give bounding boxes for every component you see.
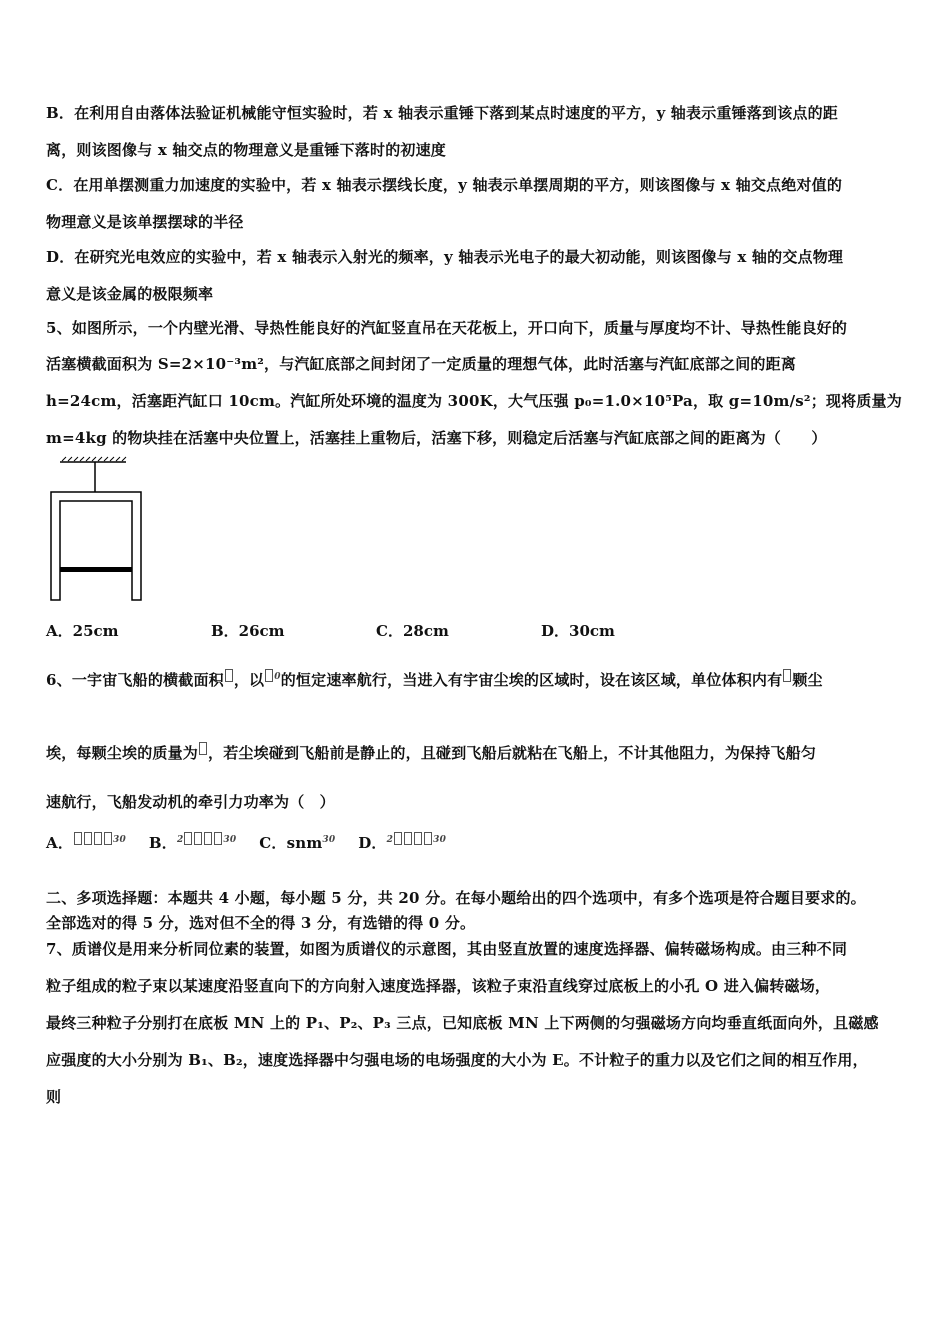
formula-placeholder-icon — [84, 832, 92, 845]
option-a-25cm[interactable]: A．25cm — [46, 622, 119, 640]
formula-placeholder-icon — [94, 832, 102, 845]
formula-placeholder-icon — [199, 742, 207, 755]
formula-placeholder-icon — [265, 669, 273, 682]
formula-placeholder-icon — [225, 669, 233, 682]
option-c-28cm[interactable]: C．28cm — [376, 622, 449, 640]
option-b-26cm[interactable]: B．26cm — [211, 622, 285, 640]
section-2-scoring: 全部选对的得 5 分，选对但不全的得 3 分，有选错的得 0 分。 — [46, 914, 476, 932]
option-d-line-2: 意义是该金属的极限频率 — [46, 285, 214, 303]
question-6-line-1 — [46, 669, 823, 690]
superscript-3: 3 — [433, 835, 440, 845]
formula-placeholder-icon — [204, 832, 212, 845]
subscript-zero: 0 — [229, 835, 237, 845]
coefficient-two: 2 — [176, 835, 184, 845]
coefficient-two: 2 — [386, 835, 394, 845]
question-5-line-1: 5、如图所示，一个内壁光滑、导热性能良好的汽缸竖直吊在天花板上，开口向下，质量与厚度均不计、导热性能良好的 — [46, 319, 848, 337]
superscript-3: 3 — [223, 835, 230, 845]
option-b-label[interactable]: B． — [148, 834, 177, 852]
option-d-line-1: D．在研究光电效应的实验中，若 x 轴表示入射光的频率，y 轴表示光电子的最大初动能，则该图像与 x 轴的交点物理 — [46, 248, 844, 266]
formula-placeholder-icon — [184, 832, 192, 845]
q6-text-d: 颗尘 — [792, 671, 823, 689]
q6-text-e: 埃，每颗尘埃的质量为 — [46, 744, 199, 762]
option-d-30cm[interactable]: D．30cm — [541, 622, 615, 640]
option-b-line-1: B．在利用自由落体法验证机械能守恒实验时，若 x 轴表示重锤下落到某点时速度的平方，y 轴表示重锤落到该点的距 — [46, 104, 839, 122]
formula-placeholder-icon — [214, 832, 222, 845]
q6-text-c: 的恒定速率航行，当进入有宇宙尘埃的区域时，设在该区域，单位体积内有 — [280, 671, 783, 689]
option-b-line-2: 离，则该图像与 x 轴交点的物理意义是重锤下落时的初速度 — [46, 141, 446, 159]
question-6-line-3: 速航行，飞船发动机的牵引力功率为（ ） — [46, 793, 335, 811]
q6-text-b: ，以 — [233, 671, 265, 689]
option-c-line-2: 物理意义是该单摆摆球的半径 — [46, 213, 244, 231]
formula-placeholder-icon — [74, 832, 82, 845]
question-7-line-2: 粒子组成的粒子束以某速度沿竖直向下的方向射入速度选择器，该粒子束沿直线穿过底板上的小孔 O 进入偏转磁场， — [46, 977, 831, 995]
question-6-line-2 — [46, 742, 816, 763]
question-7-line-1: 7、质谱仪是用来分析同位素的装置，如图为质谱仪的示意图，其由竖直放置的速度选择器、偏转磁场构成。由三种不同 — [46, 940, 848, 958]
formula-placeholder-icon — [394, 832, 402, 845]
subscript-zero: 0 — [274, 672, 281, 682]
option-d-label[interactable]: D． — [358, 834, 387, 852]
formula-placeholder-icon — [194, 832, 202, 845]
subscript-zero: 0 — [439, 835, 447, 845]
formula-placeholder-icon — [104, 832, 112, 845]
question-7-line-3: 最终三种粒子分别打在底板 MN 上的 P₁、P₂、P₃ 三点，已知底板 MN 上下两侧的匀强磁场方向均垂直纸面向外，且磁感 — [46, 1014, 879, 1032]
section-2-heading: 二、多项选择题：本题共 4 小题，每小题 5 分，共 20 分。在每小题给出的四个选项中，有多个选项是符合题目要求的。 — [46, 889, 866, 907]
formula-placeholder-icon — [783, 669, 791, 682]
question-5-line-2: 活塞横截面积为 S=2×10⁻³m²，与汽缸底部之间封闭了一定质量的理想气体，此时活塞与汽缸底部之间的距离 — [46, 355, 797, 373]
option-c-formula: snm — [286, 834, 323, 852]
question-7-line-4: 应强度的大小分别为 B₁、B₂，速度选择器中匀强电场的电场强度的大小为 E。不计粒子的重力以及它们之间的相互作用， — [46, 1051, 868, 1069]
question-5-line-4: m=4kg 的物块挂在活塞中央位置上，活塞挂上重物后，活塞下移，则稳定后活塞与汽缸底部之间的距离为（ ） — [46, 429, 827, 447]
subscript-zero: 0 — [328, 835, 336, 845]
question-7-line-5: 则 — [46, 1088, 62, 1106]
cylinder-diagram — [46, 456, 146, 606]
question-6-options — [46, 832, 446, 853]
question-5-line-3: h=24cm，活塞距汽缸口 10cm。汽缸所处环境的温度为 300K，大气压强 p₀=1.0×10⁵Pa，取 g=10m/s²；现将质量为 — [46, 392, 902, 410]
formula-placeholder-icon — [414, 832, 422, 845]
q6-text-a: 6、一宇宙飞船的横截面积 — [46, 671, 224, 689]
option-a-label[interactable]: A． — [46, 834, 74, 852]
option-c-label[interactable]: C． — [259, 834, 287, 852]
question-5-options — [46, 620, 646, 642]
q6-text-f: ，若尘埃碰到飞船前是静止的，且碰到飞船后就粘在飞船上，不计其他阻力，为保持飞船匀 — [208, 744, 817, 762]
formula-placeholder-icon — [404, 832, 412, 845]
subscript-zero: 0 — [119, 835, 126, 845]
option-c-line-1: C．在用单摆测重力加速度的实验中，若 x 轴表示摆线长度，y 轴表示单摆周期的平方，则该图像与 x 轴交点绝对值的 — [46, 176, 843, 194]
formula-placeholder-icon — [424, 832, 432, 845]
superscript-3: 3 — [322, 835, 329, 845]
superscript-3: 3 — [113, 835, 120, 845]
